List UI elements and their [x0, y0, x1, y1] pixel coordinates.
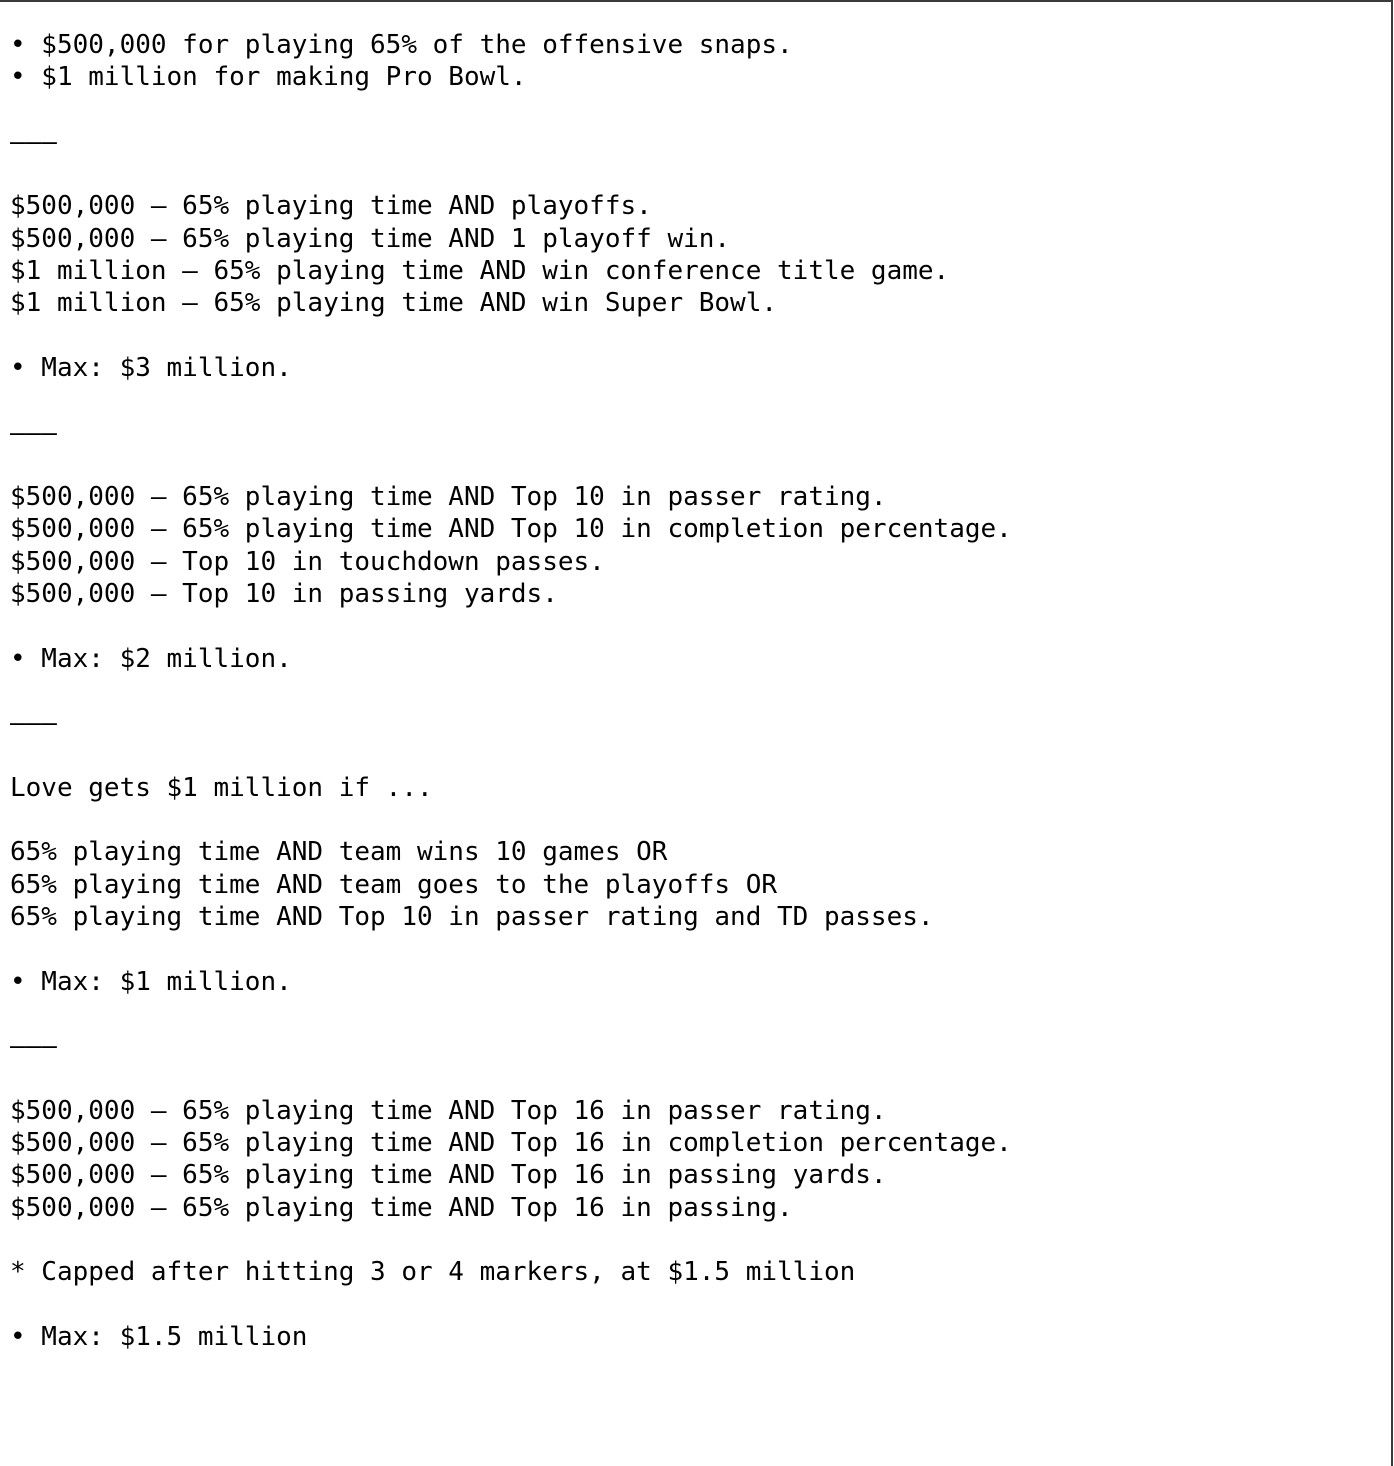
text-line: $500,000 — 65% playing time AND Top 16 in completion percentage. — [10, 1128, 1012, 1159]
text-line: Love gets $1 million if ... — [10, 772, 433, 803]
section-divider: ——— — [10, 708, 57, 739]
text-line: 65% playing time AND Top 10 in passer rating and TD passes. — [10, 902, 934, 933]
text-line: $500,000 — 65% playing time AND Top 16 in passer rating. — [10, 1095, 887, 1126]
bullet-line: • $500,000 for playing 65% of the offensive snaps. — [10, 30, 793, 60]
text-line: $1 million — 65% playing time AND win Super Bowl. — [10, 288, 778, 319]
section-divider: ——— — [10, 126, 57, 157]
text-line: $500,000 — Top 10 in passing yards. — [10, 579, 558, 610]
blank-line — [10, 1063, 1380, 1095]
blank-line — [10, 740, 1380, 772]
section-divider: ——— — [10, 417, 57, 448]
text-line: 65% playing time AND team wins 10 games OR — [10, 837, 668, 868]
blank-line — [10, 449, 1380, 481]
footnote-line: * Capped after hitting 3 or 4 markers, at $1.5 million — [10, 1257, 856, 1288]
max-total-line: • Max: $1.5 million — [10, 1321, 308, 1352]
blank-line — [10, 804, 1380, 836]
blank-line — [10, 610, 1380, 642]
text-line: $500,000 — 65% playing time AND 1 playoff win. — [10, 223, 731, 254]
blank-line — [10, 320, 1380, 352]
bullet-line: • $1 million for making Pro Bowl. — [10, 62, 527, 93]
text-line: $500,000 — 65% playing time AND Top 10 in passer rating. — [10, 482, 887, 513]
section-divider: ——— — [10, 1031, 57, 1062]
text-line: $500,000 — 65% playing time AND Top 10 in completion percentage. — [10, 514, 1012, 545]
text-line: $500,000 — 65% playing time AND playoffs. — [10, 191, 652, 222]
document-body — [10, 29, 1380, 1353]
blank-line — [10, 1224, 1380, 1256]
text-line: $1 million — 65% playing time AND win conference title game. — [10, 256, 950, 287]
blank-line — [10, 384, 1380, 416]
blank-line — [10, 933, 1380, 965]
blank-line — [10, 675, 1380, 707]
text-line: 65% playing time AND team goes to the playoffs OR — [10, 869, 778, 900]
text-line: $500,000 — 65% playing time AND Top 16 in passing. — [10, 1192, 793, 1223]
max-total-line: • Max: $2 million. — [10, 643, 292, 674]
max-total-line: • Max: $3 million. — [10, 352, 292, 383]
blank-line — [10, 998, 1380, 1030]
blank-line — [10, 158, 1380, 190]
max-total-line: • Max: $1 million. — [10, 966, 292, 997]
text-line: $500,000 — 65% playing time AND Top 16 in passing yards. — [10, 1160, 887, 1191]
text-line: $500,000 — Top 10 in touchdown passes. — [10, 546, 605, 577]
blank-line — [10, 1289, 1380, 1321]
blank-line — [10, 94, 1380, 126]
